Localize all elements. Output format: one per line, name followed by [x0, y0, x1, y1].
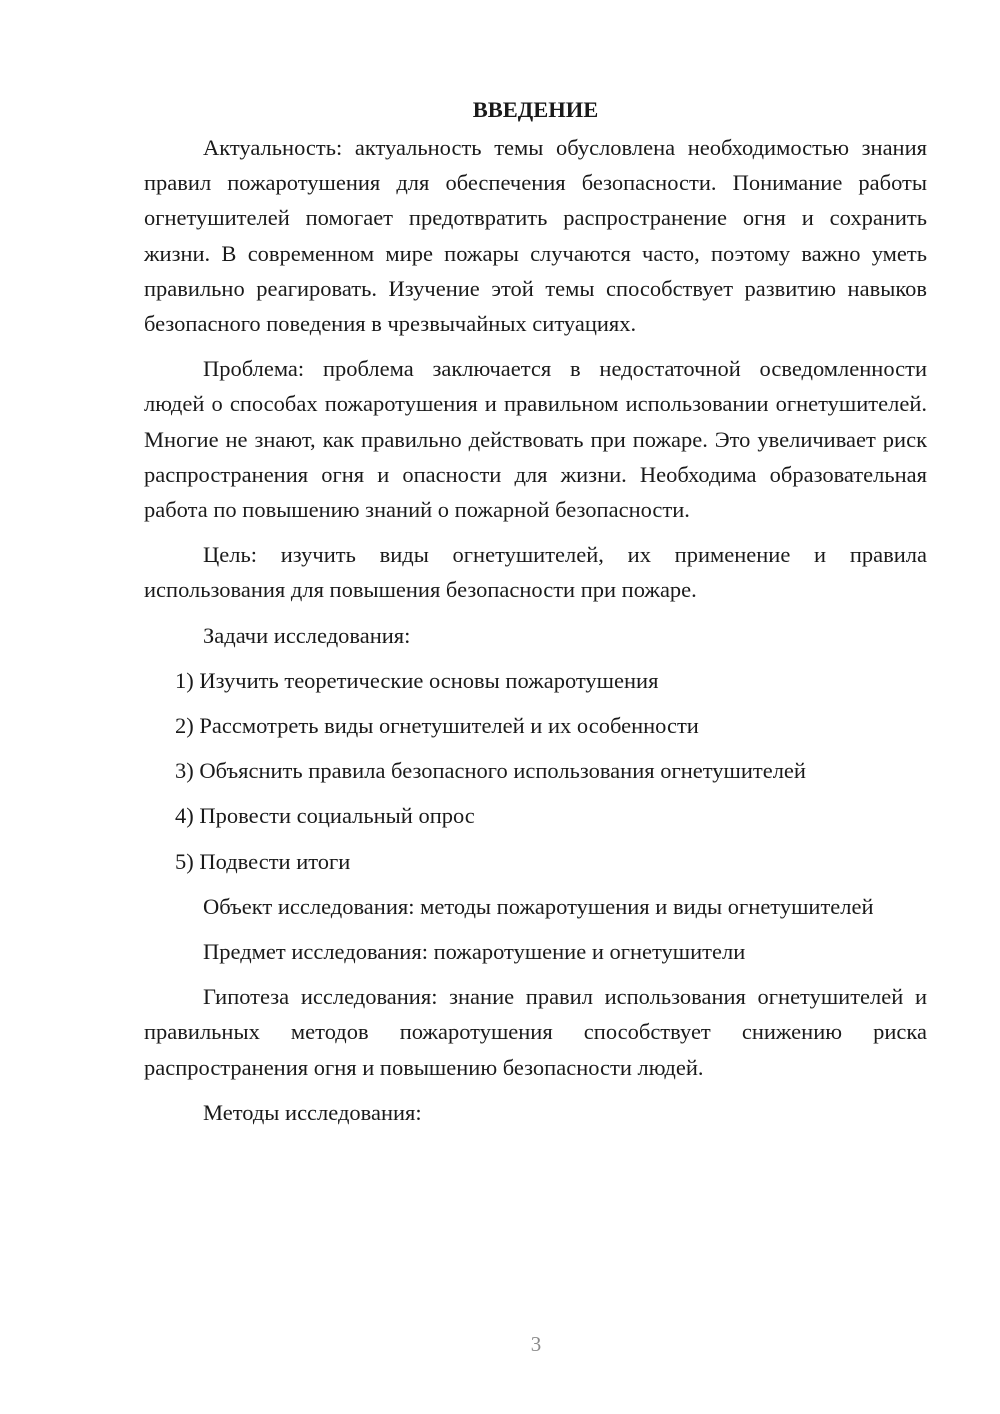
- methods-heading: Методы исследования:: [203, 1099, 422, 1125]
- page-content: [144, 92, 927, 1140]
- list-item: 2) Рассмотреть виды огнетушителей и их особенности: [175, 713, 699, 739]
- list-item: 1) Изучить теоретические основы пожаротушения: [175, 667, 659, 693]
- list-item: 3) Объяснить правила безопасного использования огнетушителей: [175, 758, 806, 784]
- list-item: 5) Подвести итоги: [175, 848, 351, 874]
- problem-paragraph: Проблема: проблема заключается в недостаточной осведомленности людей о способах пожаротушения и правильном использовании огнетушителей. Многие не знают, как правильно действовать при пожаре. Это увеличивает риск распространения огня и опасности для жизни. Необходима образовательная работа по повышению знаний о пожарной безопасности.: [144, 356, 927, 523]
- relevance-paragraph: Актуальность: актуальность темы обусловлена необходимостью знания правил пожаротушения для обеспечения безопасности. Понимание работы огнетушителей помогает предотвратить распространение огня и сохранить жизни. В современном мире пожары случаются часто, поэтому важно уметь правильно реагировать. Изучение этой темы способствует развитию навыков безопасного поведения в чрезвычайных ситуациях.: [144, 135, 927, 337]
- page-number: 3: [530, 1332, 542, 1356]
- goal-paragraph: Цель: изучить виды огнетушителей, их применение и правила использования для повышения безопасности при пожаре.: [144, 542, 927, 603]
- tasks-heading: Задачи исследования:: [203, 622, 411, 648]
- hypothesis-paragraph: Гипотеза исследования: знание правил использования огнетушителей и правильных методов пожаротушения способствует снижению риска распространения огня и повышению безопасности людей.: [144, 984, 927, 1080]
- subject-paragraph: Предмет исследования: пожаротушение и огнетушители: [203, 939, 746, 965]
- page-title: ВВЕДЕНИЕ: [472, 97, 599, 122]
- object-paragraph: Объект исследования: методы пожаротушения и виды огнетушителей: [203, 893, 874, 919]
- tasks-list: [144, 663, 927, 879]
- list-item: 4) Провести социальный опрос: [175, 803, 475, 829]
